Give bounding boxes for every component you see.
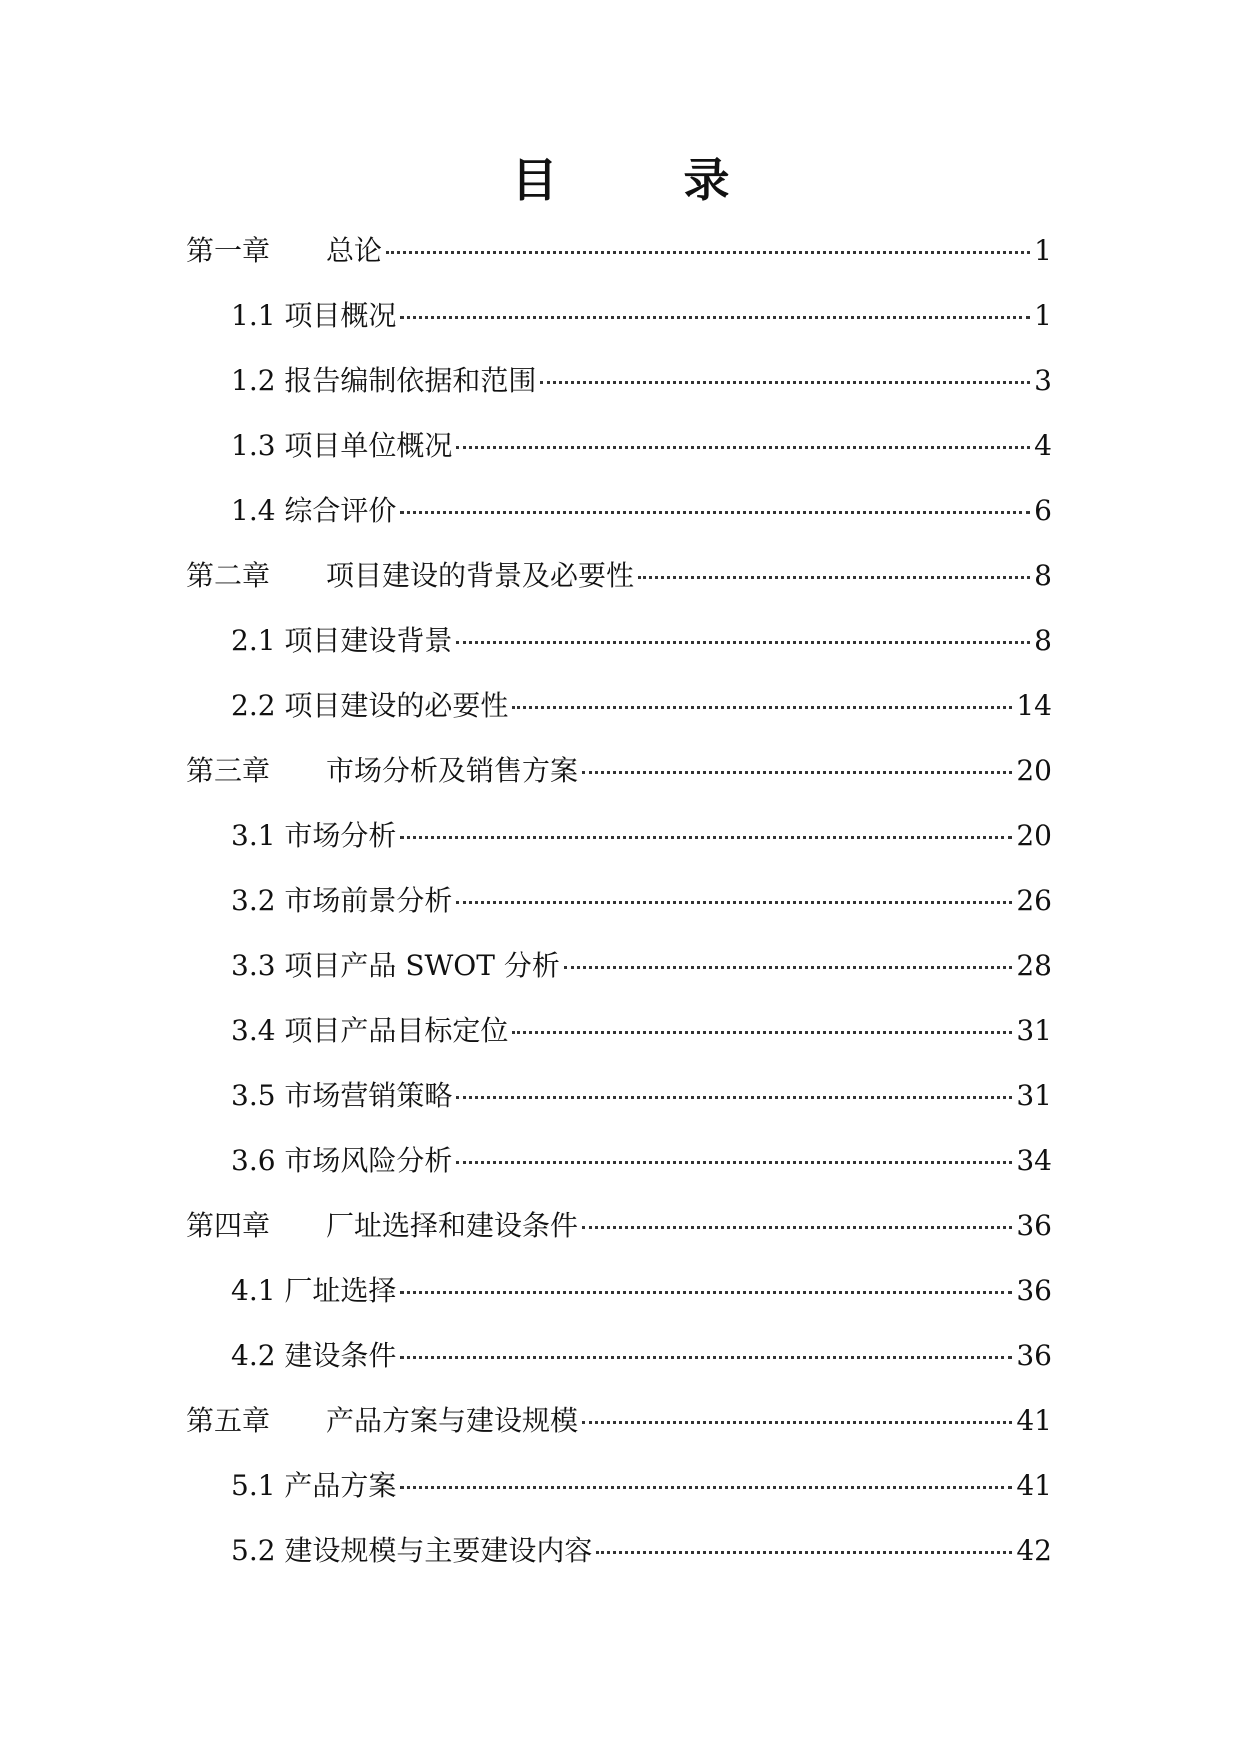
page-number: 36 (1016, 1274, 1052, 1307)
entry-title: 2.1 项目建设背景 (231, 624, 453, 657)
entry-title: 产品方案与建设规模 (326, 1404, 579, 1437)
dot-leader (400, 1291, 1012, 1294)
entry-title: 1.4 综合评价 (231, 494, 397, 527)
page-number: 20 (1016, 754, 1052, 787)
toc-list (186, 218, 1052, 1583)
toc-chapter-entry[interactable] (186, 218, 1052, 283)
entry-title: 总论 (326, 234, 383, 267)
page-number: 3 (1034, 364, 1052, 397)
toc-section-entry[interactable] (186, 608, 1052, 673)
toc-section-entry[interactable] (186, 1453, 1052, 1518)
toc-section-entry[interactable] (186, 283, 1052, 348)
entry-title: 3.4 项目产品目标定位 (231, 1014, 509, 1047)
dot-leader (456, 1096, 1012, 1099)
dot-leader (540, 381, 1030, 384)
toc-section-entry[interactable] (186, 1128, 1052, 1193)
entry-title: 5.2 建设规模与主要建设内容 (231, 1534, 593, 1567)
toc-section-entry[interactable] (186, 673, 1052, 738)
page-number: 8 (1034, 624, 1052, 657)
page-number: 41 (1016, 1404, 1052, 1437)
dot-leader (582, 771, 1012, 774)
toc-section-entry[interactable] (186, 1063, 1052, 1128)
entry-title: 市场分析及销售方案 (326, 754, 579, 787)
entry-title: 3.5 市场营销策略 (231, 1079, 453, 1112)
page-number: 34 (1016, 1144, 1052, 1177)
toc-section-entry[interactable] (186, 1323, 1052, 1388)
entry-title: 3.2 市场前景分析 (231, 884, 453, 917)
dot-leader (456, 901, 1012, 904)
entry-title: 项目建设的背景及必要性 (326, 559, 635, 592)
toc-title: 目 录 (511, 153, 770, 207)
dot-leader (456, 446, 1030, 449)
dot-leader (582, 1226, 1012, 1229)
dot-leader (456, 641, 1030, 644)
page-number: 26 (1016, 884, 1052, 917)
chapter-number: 第一章 (186, 234, 271, 267)
page-number: 28 (1016, 949, 1052, 982)
chapter-number: 第三章 (186, 754, 271, 787)
toc-section-entry[interactable] (186, 348, 1052, 413)
page-number: 42 (1016, 1534, 1052, 1567)
toc-section-entry[interactable] (186, 803, 1052, 868)
page-number: 31 (1016, 1079, 1052, 1112)
toc-section-entry[interactable] (186, 998, 1052, 1063)
toc-section-entry[interactable] (186, 478, 1052, 543)
toc-chapter-entry[interactable] (186, 738, 1052, 803)
entry-title: 4.2 建设条件 (231, 1339, 397, 1372)
dot-leader (564, 966, 1013, 969)
page-number: 4 (1034, 429, 1052, 462)
toc-section-entry[interactable] (186, 868, 1052, 933)
toc-section-entry[interactable] (186, 413, 1052, 478)
page-number: 20 (1016, 819, 1052, 852)
page-number: 6 (1034, 494, 1052, 527)
page-number: 1 (1034, 234, 1052, 267)
entry-title: 3.1 市场分析 (231, 819, 397, 852)
toc-section-entry[interactable] (186, 1258, 1052, 1323)
toc-chapter-entry[interactable] (186, 543, 1052, 608)
page-number: 8 (1034, 559, 1052, 592)
page-number: 36 (1016, 1339, 1052, 1372)
toc-section-entry[interactable] (186, 933, 1052, 998)
entry-title: 1.2 报告编制依据和范围 (231, 364, 537, 397)
dot-leader (386, 251, 1030, 254)
dot-leader (638, 576, 1030, 579)
entry-title: 1.1 项目概况 (231, 299, 397, 332)
chapter-number: 第二章 (186, 559, 271, 592)
page-number: 14 (1016, 689, 1052, 722)
entry-title: 4.1 厂址选择 (231, 1274, 397, 1307)
dot-leader (456, 1161, 1012, 1164)
page-number: 36 (1016, 1209, 1052, 1242)
page-number: 31 (1016, 1014, 1052, 1047)
entry-title: 1.3 项目单位概况 (231, 429, 453, 462)
dot-leader (400, 511, 1030, 514)
dot-leader (582, 1421, 1012, 1424)
entry-title: 3.6 市场风险分析 (231, 1144, 453, 1177)
entry-title: 3.3 项目产品 SWOT 分析 (231, 949, 560, 982)
entry-title: 2.2 项目建设的必要性 (231, 689, 509, 722)
entry-title: 5.1 产品方案 (231, 1469, 397, 1502)
entry-title: 厂址选择和建设条件 (326, 1209, 579, 1242)
dot-leader (596, 1551, 1012, 1554)
page-number: 41 (1016, 1469, 1052, 1502)
toc-chapter-entry[interactable] (186, 1193, 1052, 1258)
chapter-number: 第五章 (186, 1404, 271, 1437)
dot-leader (400, 1356, 1012, 1359)
toc-section-entry[interactable] (186, 1518, 1052, 1583)
dot-leader (400, 316, 1030, 319)
dot-leader (512, 706, 1012, 709)
chapter-number: 第四章 (186, 1209, 271, 1242)
dot-leader (512, 1031, 1012, 1034)
dot-leader (400, 836, 1012, 839)
dot-leader (400, 1486, 1012, 1489)
toc-chapter-entry[interactable] (186, 1388, 1052, 1453)
page-number: 1 (1034, 299, 1052, 332)
